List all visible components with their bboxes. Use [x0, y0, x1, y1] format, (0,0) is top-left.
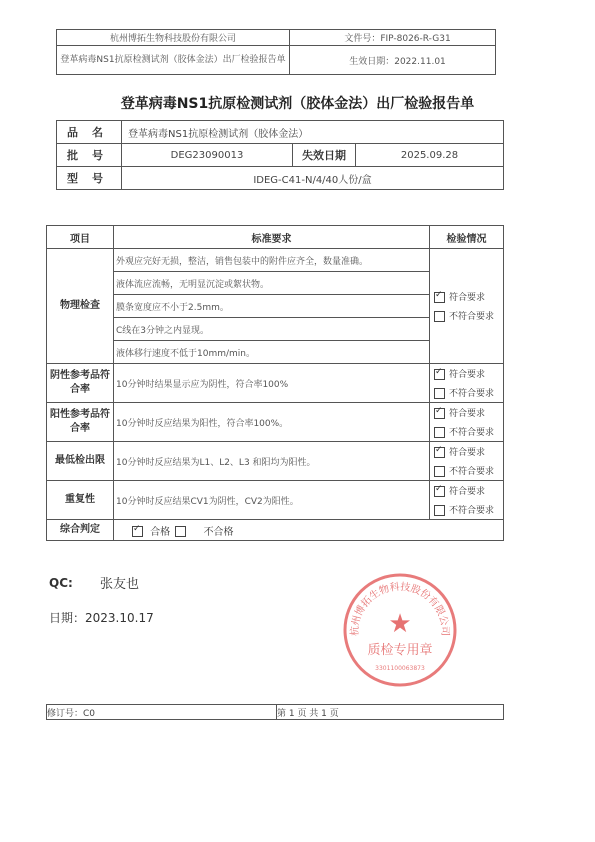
- expiry-label: 失效日期: [293, 144, 356, 167]
- model-label: 型号: [57, 167, 122, 190]
- negative-ref-label: 阴性参考品符合率: [47, 364, 114, 403]
- date-line: [49, 609, 154, 626]
- name-label: 品名: [57, 121, 122, 144]
- physical-req-2: 液体流应流畅，无明显沉淀或絮状物。: [114, 272, 430, 295]
- document-header: [56, 29, 496, 75]
- repeatability-req: 10分钟时反应结果CV1为阴性，CV2为阳性。: [114, 481, 430, 520]
- svg-text:★: ★: [388, 609, 412, 639]
- lod-req: 10分钟时反应结果为L1、L2、L3 和阳均为阳性。: [114, 442, 430, 481]
- name-value: 登革病毒NS1抗原检测试剂（胶体金法）: [122, 121, 504, 144]
- physical-req-4: C线在3分钟之内显现。: [114, 318, 430, 341]
- fail-checkbox[interactable]: [434, 311, 445, 322]
- model-value: IDEG-C41-N/4/40人份/盒: [122, 167, 504, 190]
- positive-ref-label: 阳性参考品符合率: [47, 403, 114, 442]
- pass-checkbox[interactable]: [434, 447, 445, 458]
- qc-signature: 张友也: [100, 577, 140, 592]
- document-footer: [46, 704, 504, 720]
- expiry-value: 2025.09.28: [356, 144, 504, 167]
- conclusion-label: 综合判定: [47, 520, 114, 541]
- negative-ref-req: 10分钟时结果显示应为阴性，符合率100%: [114, 364, 430, 403]
- fail-checkbox[interactable]: [434, 388, 445, 399]
- fail-checkbox[interactable]: [434, 466, 445, 477]
- fail-checkbox[interactable]: [434, 505, 445, 516]
- date-value: 2023.10.17: [85, 611, 154, 625]
- positive-ref-req: 10分钟时反应结果为阳性，符合率100%。: [114, 403, 430, 442]
- doc-number: 文件号：FIP-8026-R-G31: [290, 30, 496, 46]
- inspection-table: [46, 225, 504, 541]
- physical-check-label: 物理检查: [47, 249, 114, 364]
- fail-checkbox[interactable]: [434, 427, 445, 438]
- negative-ref-result: ✓符合要求 不符合要求: [430, 364, 504, 403]
- col-item: 项目: [47, 226, 114, 249]
- quality-stamp-icon: [340, 570, 460, 690]
- company-name: 杭州博拓生物科技股份有限公司: [57, 30, 290, 46]
- lod-label: 最低检出限: [47, 442, 114, 481]
- page-number: 第 1 页 共 1 页: [277, 705, 504, 720]
- page-title: 登革病毒NS1抗原检测试剂（胶体金法）出厂检验报告单: [120, 96, 475, 112]
- col-requirement: 标准要求: [114, 226, 430, 249]
- qc-label: QC:: [49, 576, 73, 590]
- batch-label: 批号: [57, 144, 122, 167]
- effective-date: 生效日期：2022.11.01: [290, 46, 496, 75]
- stamp-label: 质检专用章: [367, 643, 433, 658]
- pass-checkbox[interactable]: [434, 292, 445, 303]
- product-info-table: [56, 120, 504, 190]
- qualified-checkbox[interactable]: [132, 526, 143, 537]
- repeatability-result: ✓符合要求 不符合要求: [430, 481, 504, 520]
- revision-number: 修订号：C0: [47, 705, 277, 720]
- col-result: 检验情况: [430, 226, 504, 249]
- doc-title: 登革病毒NS1抗原检测试剂（胶体金法）出厂检验报告单: [57, 46, 290, 75]
- date-label: 日期：: [49, 611, 86, 625]
- pass-checkbox[interactable]: [434, 408, 445, 419]
- physical-req-5: 液体移行速度不低于10mm/min。: [114, 341, 430, 364]
- conclusion-options: ✓ 合格 不合格: [114, 520, 504, 541]
- repeatability-label: 重复性: [47, 481, 114, 520]
- physical-req-1: 外观应完好无损，整洁，销售包装中的附件应齐全，数量准确。: [114, 249, 430, 272]
- lod-result: ✓符合要求 不符合要求: [430, 442, 504, 481]
- unqualified-checkbox[interactable]: [175, 526, 186, 537]
- positive-ref-result: ✓符合要求 不符合要求: [430, 403, 504, 442]
- batch-value: DEG23090013: [122, 144, 293, 167]
- stamp-company: 杭州博拓生物科技股份有限公司: [349, 581, 451, 637]
- pass-checkbox[interactable]: [434, 486, 445, 497]
- pass-checkbox[interactable]: [434, 369, 445, 380]
- stamp-number: 3301100063873: [375, 665, 425, 672]
- physical-result: ✓符合要求 不符合要求: [430, 249, 504, 364]
- physical-req-3: 膜条宽度应不小于2.5mm。: [114, 295, 430, 318]
